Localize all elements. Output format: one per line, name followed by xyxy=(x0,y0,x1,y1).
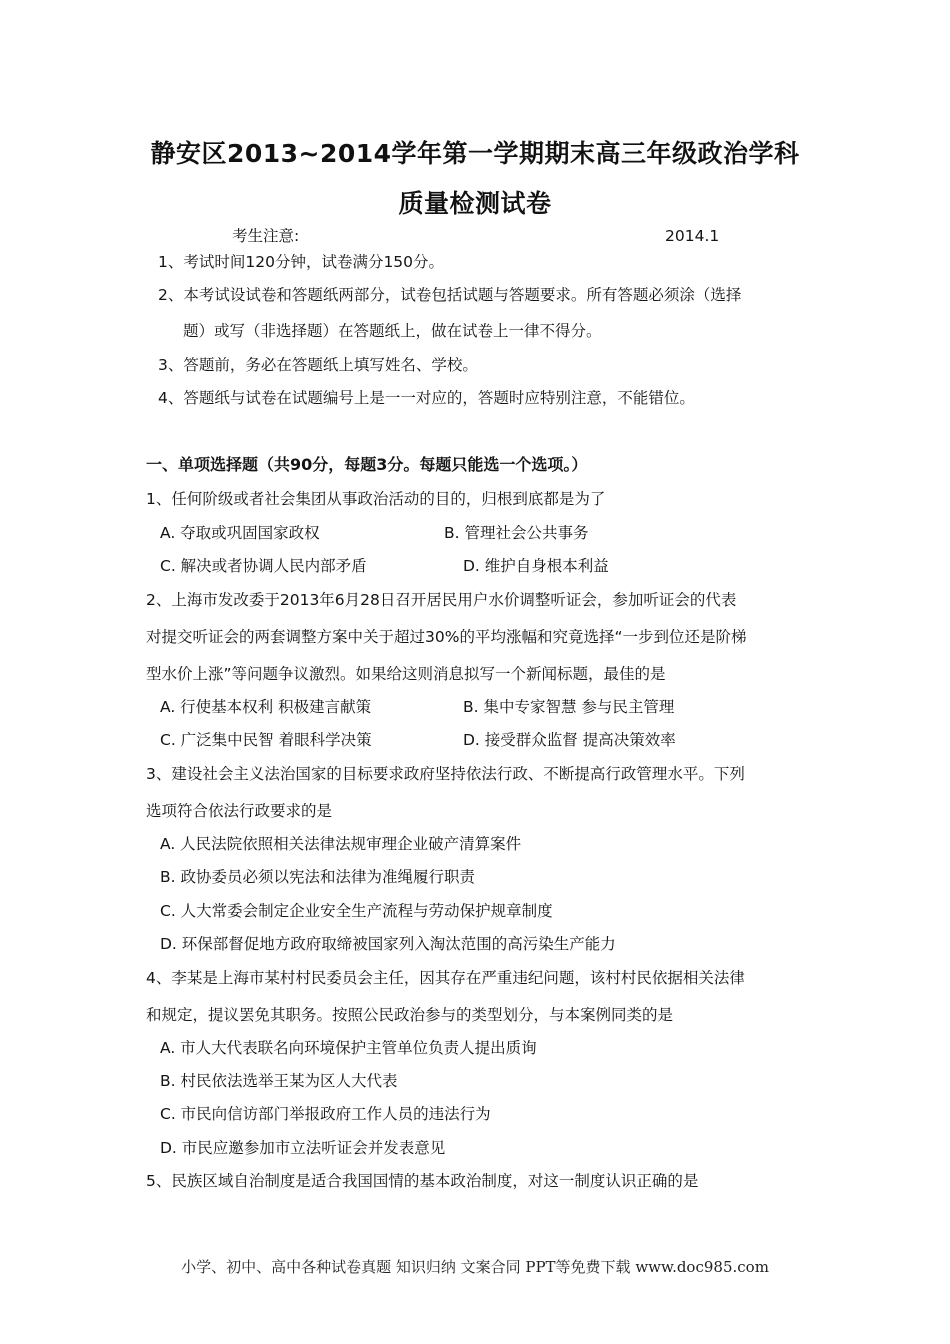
title-line-2: 质量检测试卷 xyxy=(398,189,552,218)
question-stem: 4、李某是上海市某村村民委员会主任，因其存在严重违纪问题，该村村民依据相关法律 xyxy=(146,969,745,987)
option: A. 夺取或巩固国家政权 xyxy=(160,524,320,542)
section-heading: 一、单项选择题（共90分，每题3分。每题只能选一个选项。） xyxy=(146,455,588,474)
question-stem: 3、建设社会主义法治国家的目标要求政府坚持依法行政、不断提高行政管理水平。下列 xyxy=(146,765,745,783)
question-stem: 型水价上涨”等问题争议激烈。如果给这则消息拟写一个新闻标题，最佳的是 xyxy=(146,665,666,683)
question-stem: 5、民族区域自治制度是适合我国国情的基本政治制度，对这一制度认识正确的是 xyxy=(146,1172,699,1190)
question-stem: 1、任何阶级或者社会集团从事政治活动的目的，归根到底都是为了 xyxy=(146,490,606,508)
notice-item-continued: 题）或写（非选择题）在答题纸上，做在试卷上一律不得分。 xyxy=(183,322,602,340)
question-stem: 和规定，提议罢免其职务。按照公民政治参与的类型划分，与本案例同类的是 xyxy=(146,1006,674,1024)
option: B. 管理社会公共事务 xyxy=(444,524,589,542)
notice-item: 1、考试时间120分钟，试卷满分150分。 xyxy=(158,253,445,271)
notice-label: 考生注意: xyxy=(232,227,300,245)
notice-item: 2、本考试设试卷和答题纸两部分，试卷包括试题与答题要求。所有答题必须涂（选择 xyxy=(158,286,742,304)
question-stem: 对提交听证会的两套调整方案中关于超过30%的平均涨幅和究竟选择“一步到位还是阶梯 xyxy=(146,628,747,646)
option: C. 人大常委会制定企业安全生产流程与劳动保护规章制度 xyxy=(160,902,553,920)
option: B. 政协委员必须以宪法和法律为准绳履行职责 xyxy=(160,868,475,886)
notice-item: 3、答题前，务必在答题纸上填写姓名、学校。 xyxy=(158,356,478,374)
title-line-1: 静安区2013~2014学年第一学期期末高三年级政治学科 xyxy=(150,139,800,168)
option: D. 接受群众监督 提高决策效率 xyxy=(463,731,676,749)
notice-item: 4、答题纸与试卷在试题编号上是一一对应的，答题时应特别注意，不能错位。 xyxy=(158,389,695,407)
option: A. 市人大代表联名向环境保护主管单位负责人提出质询 xyxy=(160,1039,537,1057)
option: D. 市民应邀参加市立法听证会并发表意见 xyxy=(160,1139,446,1157)
option: A. 人民法院依照相关法律法规审理企业破产清算案件 xyxy=(160,835,522,853)
option: D. 维护自身根本利益 xyxy=(463,557,609,575)
option: D. 环保部督促地方政府取缔被国家列入淘汰范围的高污染生产能力 xyxy=(160,935,616,953)
option: C. 市民向信访部门举报政府工作人员的违法行为 xyxy=(160,1105,491,1123)
question-stem: 2、上海市发改委于2013年6月28日召开居民用户水价调整听证会，参加听证会的代表 xyxy=(146,591,737,609)
option: B. 集中专家智慧 参与民主管理 xyxy=(463,698,675,716)
option: B. 村民依法选举王某为区人大代表 xyxy=(160,1072,398,1090)
exam-date: 2014.1 xyxy=(665,227,720,245)
question-stem: 选项符合依法行政要求的是 xyxy=(146,802,333,820)
option: C. 解决或者协调人民内部矛盾 xyxy=(160,557,367,575)
page-footer: 小学、初中、高中各种试卷真题 知识归纳 文案合同 PPT等免费下载 www.doc985.com xyxy=(181,1258,769,1276)
option: C. 广泛集中民智 着眼科学决策 xyxy=(160,731,372,749)
option: A. 行使基本权利 积极建言献策 xyxy=(160,698,372,716)
